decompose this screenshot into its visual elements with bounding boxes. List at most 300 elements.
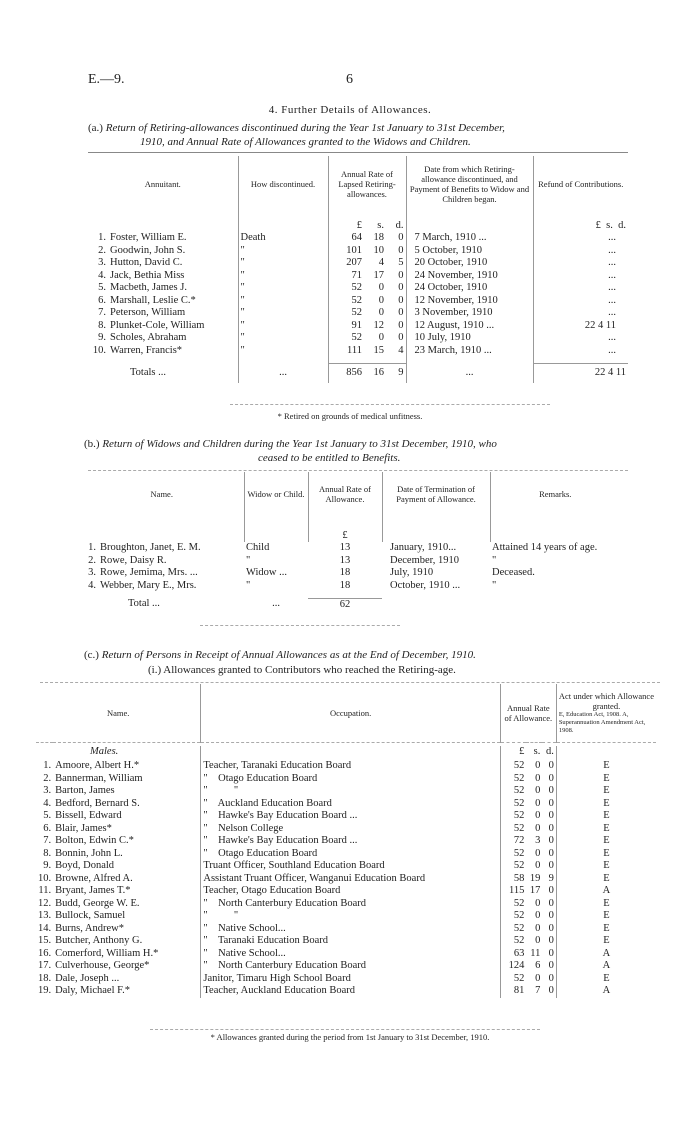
table-row: [36, 860, 656, 873]
rate-pounds: 58: [500, 873, 526, 886]
rate-shillings: 18: [373, 232, 384, 243]
act-code: E: [603, 972, 610, 984]
termination-date: December, 1910: [390, 554, 459, 566]
widow-or-child: Child: [246, 542, 270, 553]
unit-pounds: £: [328, 212, 364, 232]
row-number: 12.: [38, 897, 52, 909]
row-number: 13.: [38, 910, 52, 921]
c-unit-shillings: s.: [533, 746, 541, 757]
header-act-title: Act under which Allowance granted.: [558, 690, 654, 711]
person-name: Daly, Michael F.*: [55, 985, 131, 996]
occupation: " ": [201, 785, 501, 798]
table-row: [36, 923, 656, 936]
rate-shillings: 17: [373, 269, 384, 281]
rate-shillings: 17: [529, 885, 541, 896]
table-row: [36, 910, 656, 923]
total-rate: 62: [339, 598, 351, 610]
occupation: Assistant Truant Officer, Wanganui Education Board: [201, 873, 501, 886]
rate-pounds: 63: [500, 948, 526, 961]
rate-pence: 0: [542, 760, 556, 773]
annuitant-name: Macbeth, James J.: [110, 282, 187, 293]
rate-shillings: 0: [378, 307, 384, 318]
occupation: " Otago Education Board: [201, 848, 501, 861]
table-row: [36, 948, 656, 961]
rate-pence: 0: [542, 835, 556, 848]
unit-pound: £: [308, 516, 382, 542]
refund-units: £ s. d.: [533, 212, 628, 232]
group-label: Males.: [90, 746, 119, 757]
refund-value: ...: [533, 245, 628, 258]
rate-pounds: 52: [500, 810, 526, 823]
rate-pounds: 207: [328, 257, 364, 270]
header-widow-child: Widow or Child.: [244, 472, 308, 516]
rate-pence: 0: [542, 960, 556, 973]
table-a-caption-prefix: (a.): [88, 122, 103, 134]
person-name: Browne, Alfred A.: [55, 872, 133, 884]
rate-pence: 4: [398, 344, 404, 356]
rate-pence: 0: [542, 810, 556, 823]
rate-pence: 0: [542, 923, 556, 936]
person-name: Boyd, Donald: [55, 860, 115, 871]
rate-pence: 5: [398, 257, 404, 268]
rate-pounds: 52: [500, 860, 526, 873]
widow-or-child: ": [246, 579, 251, 591]
occupation: " Native School...: [201, 923, 501, 936]
rate-shillings: 0: [535, 810, 541, 821]
refund-value: ...: [533, 345, 628, 358]
rate-pounds: 124: [500, 960, 526, 973]
date-discontinued: 12 November, 1910: [406, 295, 533, 308]
rate-pounds: 64: [328, 232, 364, 245]
rate-pounds: 111: [328, 345, 364, 358]
rate-shillings: 0: [378, 282, 384, 293]
table-row: [36, 848, 656, 861]
act-code: E: [603, 847, 610, 859]
refund-value: 22 4 11: [533, 320, 628, 333]
row-number: 4.: [98, 269, 106, 281]
rate-pounds: 52: [500, 910, 526, 923]
person-name: Barton, James: [55, 785, 115, 796]
row-number: 7.: [98, 307, 106, 318]
allowance-rate: 18: [339, 579, 351, 591]
person-name: Bryant, James T.*: [55, 885, 131, 896]
widow-name: Broughton, Janet, E. M.: [100, 542, 201, 553]
row-number: 17.: [38, 960, 52, 971]
refund-value: ...: [533, 332, 628, 345]
header-c-rate: Annual Rate of Allowance.: [500, 684, 556, 742]
rate-pence: 0: [542, 823, 556, 836]
termination-date: October, 1910 ...: [390, 579, 461, 591]
person-name: Budd, George W. E.: [55, 897, 140, 909]
person-name: Bedford, Bernard S.: [55, 797, 140, 809]
row-number: 1.: [88, 542, 96, 553]
row-number: 2.: [43, 772, 52, 784]
totals-shillings: 16: [373, 367, 384, 378]
occupation: " Taranaki Education Board: [201, 935, 501, 948]
rate-pounds: 52: [328, 282, 364, 295]
table-row: [80, 555, 620, 568]
rate-shillings: 0: [535, 847, 541, 859]
widow-name: Rowe, Jemima, Mrs. ...: [100, 567, 198, 578]
row-number: 3.: [98, 257, 106, 268]
act-code: E: [603, 810, 610, 821]
person-name: Bonnin, John L.: [55, 847, 123, 859]
row-number: 10.: [92, 344, 106, 356]
table-b-caption: [84, 437, 644, 451]
how-discontinued: ": [238, 295, 328, 308]
person-name: Comerford, William H.*: [55, 947, 159, 959]
widow-name: Rowe, Daisy R.: [100, 554, 167, 566]
table-row: [88, 332, 628, 345]
table-row: [36, 973, 656, 986]
row-number: 2.: [98, 244, 106, 256]
occupation: " ": [201, 910, 501, 923]
table-row: [88, 307, 628, 320]
termination-date: January, 1910...: [390, 542, 457, 553]
person-name: Dale, Joseph ...: [55, 972, 120, 984]
row-number: 19.: [38, 985, 52, 996]
rate-shillings: 0: [535, 785, 541, 796]
remarks: ": [492, 579, 497, 591]
table-b-bottom-rule: [200, 625, 400, 626]
rate-pence: 0: [542, 948, 556, 961]
rate-pence: 0: [542, 910, 556, 923]
table-c-footnote: * Allowances granted during the period from 1st January to 31st December, 1910.: [210, 1032, 490, 1042]
table-row: [88, 282, 628, 295]
header-act-detail: E, Education Act, 1908. A, Superannuation Amendment Act, 1908.: [558, 710, 646, 734]
date-discontinued: 10 July, 1910: [406, 332, 533, 345]
rate-pounds: 81: [500, 985, 526, 998]
rate-pence: 0: [398, 319, 404, 331]
person-name: Culverhouse, George*: [55, 960, 150, 971]
rate-pence: 0: [542, 973, 556, 986]
occupation: Truant Officer, Southland Education Board: [201, 860, 501, 873]
occupation: " Nelson College: [201, 823, 501, 836]
table-b-top-rule: [88, 470, 628, 471]
refund-value: ...: [533, 270, 628, 283]
row-number: 9.: [98, 332, 106, 343]
rate-shillings: 0: [535, 935, 541, 946]
table-c-caption-line1: Return of Persons in Receipt of Annual Allowances as at the End of December, 1910.: [101, 649, 476, 661]
occupation: " North Canterbury Education Board: [201, 898, 501, 911]
occupation: " Otago Education Board: [201, 773, 501, 786]
row-number: 1.: [43, 760, 52, 771]
table-a-top-rule: [88, 152, 628, 153]
rate-shillings: 7: [535, 985, 541, 996]
rate-pence: 0: [542, 885, 556, 898]
rate-pence: 0: [542, 860, 556, 873]
rate-pounds: 52: [500, 898, 526, 911]
row-number: 11.: [38, 885, 52, 896]
table-row: [36, 798, 656, 811]
occupation: " Native School...: [201, 948, 501, 961]
totals-label: Totals ...: [130, 366, 167, 378]
rate-pounds: 52: [500, 773, 526, 786]
date-discontinued: 24 November, 1910: [406, 270, 533, 283]
rate-shillings: 0: [535, 922, 541, 934]
rate-pence: 0: [542, 773, 556, 786]
rate-shillings: 10: [373, 244, 384, 256]
refund-value: ...: [533, 282, 628, 295]
rate-shillings: 0: [535, 797, 541, 809]
row-number: 9.: [43, 860, 52, 871]
rate-shillings: 0: [535, 897, 541, 909]
refund-value: ...: [533, 295, 628, 308]
table-b-caption-line2: ceased to be entitled to Benefits.: [258, 452, 401, 464]
act-code: E: [603, 897, 610, 909]
act-code: E: [603, 785, 610, 796]
row-number: 10.: [38, 872, 52, 884]
totals-pence: 9: [398, 367, 404, 378]
table-row: [80, 580, 620, 593]
table-row: [88, 270, 628, 283]
rate-pence: 0: [542, 898, 556, 911]
how-discontinued: ": [238, 332, 328, 345]
remarks: ": [492, 554, 497, 566]
rate-pounds: 52: [500, 785, 526, 798]
row-number: 18.: [38, 972, 52, 984]
rate-pounds: 72: [500, 835, 526, 848]
header-termination-date: Date of Termination of Payment of Allowance.: [382, 472, 490, 516]
rate-pence: 0: [398, 307, 404, 318]
table-row: [36, 835, 656, 848]
act-code: A: [602, 960, 611, 971]
rate-shillings: 0: [535, 772, 541, 784]
rate-pence: 0: [398, 294, 404, 306]
person-name: Blair, James*: [55, 822, 112, 834]
date-discontinued: 3 November, 1910: [406, 307, 533, 320]
row-number: 1.: [98, 232, 106, 243]
rate-pence: 0: [542, 935, 556, 948]
how-discontinued: ": [238, 245, 328, 258]
how-discontinued: ": [238, 257, 328, 270]
rate-pence: 0: [398, 232, 404, 243]
rate-pence: 0: [398, 244, 404, 256]
table-row: [88, 245, 628, 258]
table-row: [88, 295, 628, 308]
date-discontinued: 20 October, 1910: [406, 257, 533, 270]
widow-or-child: Widow ...: [246, 567, 287, 578]
widow-name: Webber, Mary E., Mrs.: [100, 579, 197, 591]
header-c-name: Name.: [106, 707, 130, 718]
annuitant-name: Foster, William E.: [110, 232, 187, 243]
act-code: A: [602, 947, 611, 959]
date-discontinued: 12 August, 1910 ...: [406, 320, 533, 333]
occupation: Teacher, Auckland Education Board: [201, 985, 501, 998]
row-number: 14.: [38, 922, 52, 934]
person-name: Bissell, Edward: [55, 810, 122, 821]
remarks: Deceased.: [492, 567, 535, 578]
person-name: Bolton, Edwin C.*: [55, 835, 134, 846]
table-c-bottom-rule: [150, 1029, 540, 1030]
rate-pounds: 91: [328, 320, 364, 333]
row-number: 3.: [88, 567, 96, 578]
how-discontinued: ": [238, 307, 328, 320]
rate-shillings: 4: [378, 257, 384, 268]
how-discontinued: ": [238, 270, 328, 283]
person-name: Butcher, Anthony G.: [55, 935, 143, 946]
act-code: E: [603, 910, 610, 921]
refund-value: ...: [533, 307, 628, 320]
rate-pounds: 52: [500, 935, 526, 948]
row-number: 8.: [98, 319, 106, 331]
refund-value: ...: [533, 232, 628, 245]
table-a-bottom-rule: [230, 404, 550, 405]
table-row: [36, 873, 656, 886]
rate-pence: 0: [398, 332, 404, 343]
table-a-caption: [88, 121, 648, 135]
unit-shillings: s.: [377, 219, 384, 231]
header-act: [556, 684, 656, 742]
annuitant-name: Jack, Bethia Miss: [110, 269, 185, 281]
table-row: [36, 810, 656, 823]
page-reference: E.—9.: [88, 72, 125, 87]
annuitant-name: Peterson, William: [110, 307, 186, 318]
row-number: 5.: [43, 810, 52, 821]
rate-pounds: 52: [500, 823, 526, 836]
how-discontinued: ": [238, 282, 328, 295]
c-unit-pence: d.: [545, 746, 554, 757]
table-row: [88, 232, 628, 245]
header-date-discontinued: Date from which Retiring-allowance discontinued, and Payment of Benefits to Widow and Children began.: [406, 156, 533, 212]
section-title: 4. Further Details of Allowances.: [268, 104, 432, 116]
occupation: " Auckland Education Board: [201, 798, 501, 811]
table-row: [36, 773, 656, 786]
table-row: [36, 985, 656, 998]
table-c: [36, 684, 656, 998]
rate-shillings: 11: [530, 947, 541, 959]
date-discontinued: 24 October, 1910: [406, 282, 533, 295]
table-c-caption-line2: (i.) Allowances granted to Contributors who reached the Retiring-age.: [148, 664, 456, 676]
table-row: [88, 257, 628, 270]
table-a-caption-line2: 1910, and Annual Rate of Allowances granted to the Widows and Children.: [140, 136, 471, 148]
table-row: [80, 567, 620, 580]
occupation: Janitor, Timaru High School Board: [201, 973, 501, 986]
rate-pence: 0: [542, 985, 556, 998]
rate-pounds: 52: [500, 923, 526, 936]
allowance-rate: 13: [339, 542, 351, 553]
table-row: [36, 885, 656, 898]
rate-shillings: 0: [378, 294, 384, 306]
rate-shillings: 19: [529, 872, 541, 884]
row-number: 8.: [43, 847, 52, 859]
rate-pounds: 52: [328, 332, 364, 345]
act-code: E: [603, 772, 610, 784]
totals-pounds: 856: [328, 363, 364, 383]
rate-pence: 9: [542, 873, 556, 886]
annuitant-name: Warren, Francis*: [110, 344, 183, 356]
rate-shillings: 0: [535, 760, 541, 771]
table-c-caption: [84, 648, 644, 662]
date-discontinued: 7 March, 1910 ...: [406, 232, 533, 245]
header-annual-rate: Annual Rate of Lapsed Retiring-allowances.: [328, 156, 406, 212]
act-code: E: [603, 797, 610, 809]
table-b: Name. Widow or Child. Annual Rate of Allowance. Date of Termination of Payment of Allowance. Remarks. £ 1. Broughton, Janet, E. M. Child 13 January, 1910... Attained 14 years of age. 2. Rowe, Daisy R. " 13 December, 1910 " 3. Rowe, Jemima, Mrs. ... Widow ... 18 July, 1910 Deceased. 4. Webber, Mary E., Mrs. " 18 October, 1910 ... " Total ... ... 62: [80, 472, 620, 616]
annuitant-name: Scholes, Abraham: [110, 332, 187, 343]
rate-shillings: 0: [378, 332, 384, 343]
act-code: E: [603, 872, 610, 884]
date-discontinued: 5 October, 1910: [406, 245, 533, 258]
header-refund: Refund of Contributions.: [533, 156, 628, 212]
row-number: 15.: [38, 935, 52, 946]
totals-date: ...: [406, 363, 533, 383]
occupation: " Hawke's Bay Education Board ...: [201, 835, 501, 848]
totals-refund: 22 4 11: [533, 363, 628, 383]
table-a-footnote: * Retired on grounds of medical unfitness.: [277, 411, 423, 421]
row-number: 2.: [88, 554, 96, 566]
row-number: 6.: [98, 294, 106, 306]
rate-pence: 0: [542, 848, 556, 861]
rate-pounds: 52: [500, 848, 526, 861]
annuitant-name: Marshall, Leslie C.*: [110, 294, 196, 306]
act-code: E: [603, 935, 610, 946]
widow-or-child: ": [246, 554, 251, 566]
occupation: Teacher, Taranaki Education Board: [201, 760, 501, 773]
rate-pounds: 52: [328, 295, 364, 308]
rate-pence: 0: [398, 269, 404, 281]
act-code: A: [602, 885, 611, 896]
row-number: 6.: [43, 822, 52, 834]
table-row: [36, 898, 656, 911]
termination-date: July, 1910: [390, 567, 434, 578]
table-row: [88, 345, 628, 358]
refund-value: ...: [533, 257, 628, 270]
person-name: Amoore, Albert H.*: [55, 760, 140, 771]
occupation: " Hawke's Bay Education Board ...: [201, 810, 501, 823]
annuitant-name: Goodwin, John S.: [110, 244, 186, 256]
header-how-discontinued: How discontinued.: [238, 156, 328, 212]
table-a-caption-line1: Return of Retiring-allowances discontinued during the Year 1st January to 31st December,: [105, 122, 505, 134]
person-name: Bullock, Samuel: [55, 910, 126, 921]
row-number: 16.: [38, 947, 52, 959]
page-number: 6: [346, 72, 353, 87]
c-unit-pounds: £: [500, 746, 526, 760]
table-c-caption-prefix: (c.): [84, 649, 99, 661]
rate-pounds: 115: [500, 885, 526, 898]
table-row: [36, 760, 656, 773]
rate-shillings: 0: [535, 972, 541, 984]
rate-pounds: 52: [500, 973, 526, 986]
person-name: Burns, Andrew*: [55, 922, 124, 934]
rate-pence: 0: [542, 785, 556, 798]
rate-shillings: 0: [535, 822, 541, 834]
table-b-caption-line1: Return of Widows and Children during the Year 1st January to 31st December, 1910, who: [102, 438, 497, 450]
allowance-rate: 13: [339, 554, 351, 566]
rate-shillings: 0: [535, 910, 541, 921]
remarks: Attained 14 years of age.: [492, 542, 598, 553]
rate-pounds: 71: [328, 270, 364, 283]
row-number: 4.: [43, 797, 52, 809]
date-discontinued: 23 March, 1910 ...: [406, 345, 533, 358]
rate-pounds: 52: [328, 307, 364, 320]
table-b-caption-prefix: (b.): [84, 438, 100, 450]
unit-pence: d.: [395, 219, 404, 231]
act-code: A: [602, 985, 611, 996]
table-row: [36, 823, 656, 836]
table-row: [36, 785, 656, 798]
table-row: [36, 960, 656, 973]
table-c-top-rule: [40, 682, 660, 683]
act-code: E: [603, 835, 610, 846]
allowance-rate: 18: [339, 567, 351, 578]
act-code: E: [603, 922, 610, 934]
row-number: 5.: [98, 282, 106, 293]
rate-pence: 0: [542, 798, 556, 811]
rate-pounds: 101: [328, 245, 364, 258]
how-discontinued: ": [238, 345, 328, 358]
rate-shillings: 3: [535, 835, 541, 846]
annuitant-name: Hutton, David C.: [110, 257, 183, 268]
